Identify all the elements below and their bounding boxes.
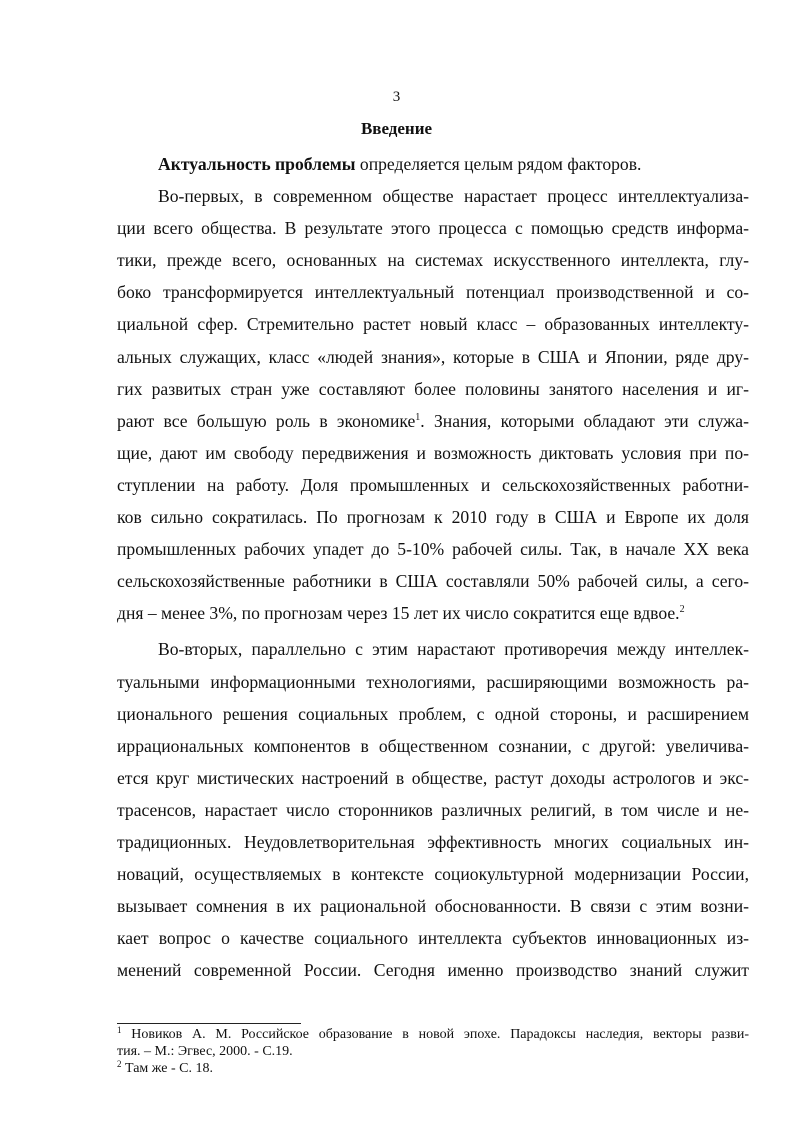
text-segment: рают все большую роль в экономике	[117, 410, 416, 431]
text-line: менений современной России. Сегодня именно производство знаний служит	[117, 960, 749, 981]
text-line: промышленных рабочих упадет до 5-10% рабочей силы. Так, в начале XX века	[117, 539, 749, 560]
footnote-mark-2: 2	[117, 1059, 122, 1069]
text-segment: дня – менее 3%, по прогнозам через 15 лет их число сократится еще вдвое.	[117, 603, 680, 624]
text-line: Во-первых, в современном обществе нарастает процесс интеллектуализа-	[158, 186, 749, 207]
lead-bold: Актуальность проблемы	[158, 154, 356, 174]
lead-line	[117, 148, 749, 180]
footnote-1-text: Новиков А. М. Российское образование в новой эпохе. Парадоксы наследия, векторы разви-	[121, 1027, 749, 1042]
footnote-2-text: Там же - С. 18.	[121, 1061, 213, 1076]
text-line-with-ref	[117, 405, 749, 437]
text-line: тики, прежде всего, основанных на системах искусственного интеллекта, глу-	[117, 250, 749, 271]
footnote-mark-1: 1	[117, 1025, 122, 1035]
footnote-2	[117, 1060, 749, 1077]
footnote-divider	[117, 1023, 301, 1024]
lead-rest: определяется целым рядом факторов.	[355, 154, 642, 174]
text-line: кает вопрос о качестве социального интеллекта субъектов инновационных из-	[117, 928, 749, 949]
text-line: Во-вторых, параллельно с этим нарастают противоречия между интеллек-	[158, 639, 749, 660]
text-line: традиционных. Неудовлетворительная эффективность многих социальных ин-	[117, 831, 749, 852]
footnote-1-cont: тия. – М.: Эгвес, 2000. - С.19.	[117, 1044, 293, 1059]
footnote-ref-2: 2	[679, 604, 685, 616]
footnotes	[117, 1026, 749, 1077]
text-line: ется круг мистических настроений в обществе, растут доходы астрологов и экс-	[117, 767, 749, 788]
text-line: циальной сфер. Стремительно растет новый класс – образованных интеллекту-	[117, 314, 749, 335]
text-line: туальными информационными технологиями, расширяющими возможность ра-	[117, 671, 749, 692]
page-number: 3	[392, 89, 401, 105]
text-line: сельскохозяйственные работники в США составляли 50% рабочей силы, а сего-	[117, 571, 749, 592]
text-line: ции всего общества. В результате этого процесса с помощью средств информа-	[117, 218, 749, 239]
text-line: ков сильно сократилась. По прогнозам к 2010 году в США и Европе их доля	[117, 507, 749, 528]
text-line: боко трансформируется интеллектуальный потенциал производственной и со-	[117, 282, 749, 303]
text-line: новаций, осуществляемых в контексте социокультурной модернизации России,	[117, 864, 749, 885]
text-line: альных служащих, класс «людей знания», которые в США и Японии, ряде дру-	[117, 346, 749, 367]
section-title: Введение	[360, 119, 433, 138]
text-line-with-ref	[117, 597, 749, 629]
text-segment: . Знания, которыми обладают эти служа-	[420, 410, 749, 431]
text-line: вызывает сомнения в их рациональной обоснованности. В связи с этим возни-	[117, 896, 749, 917]
text-line: ступлении на работу. Доля промышленных и сельскохозяйственных работни-	[117, 474, 749, 495]
text-line: гих развитых стран уже составляют более половины занятого населения и иг-	[117, 378, 749, 399]
footnote-1	[117, 1026, 749, 1043]
text-line: иррациональных компонентов в общественном сознании, с другой: увеличива-	[117, 735, 749, 756]
text-line: щие, дают им свободу передвижения и возможность диктовать условия при по-	[117, 442, 749, 463]
text-line: трасенсов, нарастает число сторонников различных религий, в том числе и не-	[117, 799, 749, 820]
text-line: ционального решения социальных проблем, с одной стороны, и расширением	[117, 703, 749, 724]
footnote-ref-1: 1	[415, 411, 421, 423]
body-text	[117, 148, 749, 986]
